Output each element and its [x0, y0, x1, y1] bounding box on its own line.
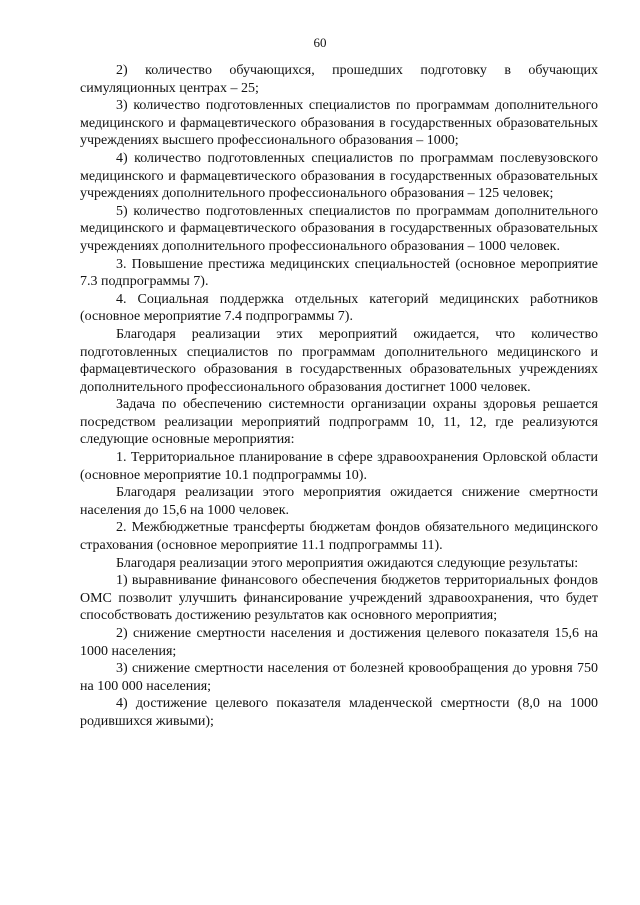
- paragraph-higher-education-specialists: 3) количество подготовленных специалистов по программам дополнительного медицинского и фармацевтического образования в государственных образовательных учреждениях высшего профессионального образования – 1000;: [80, 98, 598, 149]
- document-body: [80, 62, 598, 731]
- paragraph-territorial-planning: 1. Территориальное планирование в сфере здравоохранения Орловской области (основное мероприятие 10.1 подпрограммы 10).: [80, 450, 598, 483]
- paragraph-expected-mortality-reduction: Благодаря реализации этого мероприятия ожидается снижение смертности населения до 15,6 на 1000 человек.: [80, 485, 598, 518]
- paragraph-result-financing: 1) выравнивание финансового обеспечения бюджетов территориальных фондов ОМС позволит улучшить финансирование учреждений здравоохранения, что будет способствовать достижению результатов как основного мероприятия;: [80, 573, 598, 624]
- paragraph-result-mortality: 2) снижение смертности населения и достижения целевого показателя 15,6 на 1000 населения;: [80, 626, 598, 659]
- paragraph-systemic-task: Задача по обеспечению системности организации охраны здоровья решается посредством реализации мероприятий подпрограмм 10, 11, 12, где реализуются следующие основные мероприятия:: [80, 397, 598, 448]
- page-number: 60: [313, 35, 327, 50]
- paragraph-expected-result-training: Благодаря реализации этих мероприятий ожидается, что количество подготовленных специалистов по программам дополнительного медицинского и фармацевтического образования в государственных образовательных учреждениях дополнительного профессионального образования достигнет 1000 человек.: [80, 326, 598, 395]
- paragraph-result-infant-mortality: 4) достижение целевого показателя младенческой смертности (8,0 на 1000 родившихся живыми);: [80, 696, 598, 729]
- paragraph-result-circulatory-mortality: 3) снижение смертности населения от болезней кровообращения до уровня 750 на 100 000 населения;: [80, 661, 598, 694]
- paragraph-additional-education-specialists: 5) количество подготовленных специалистов по программам дополнительного медицинского и фармацевтического образования в государственных образовательных учреждениях дополнительного профессионального образования – 1000 человек.: [80, 203, 598, 254]
- paragraph-interbudget-transfers: 2. Межбюджетные трансферты бюджетам фондов обязательного медицинского страхования (основное мероприятие 11.1 подпрограммы 11).: [80, 520, 598, 554]
- paragraph-prestige-measure: 3. Повышение престижа медицинских специальностей (основное мероприятие 7.3 подпрограммы 7).: [80, 256, 598, 290]
- paragraph-postgraduate-specialists: 4) количество подготовленных специалистов по программам послевузовского медицинского и фармацевтического образования в государственных образовательных учреждениях дополнительного профессионального образования – 125 человек;: [80, 150, 598, 202]
- paragraph-simulation-centers: 2) количество обучающихся, прошедших подготовку в обучающих симуляционных центрах – 25;: [80, 63, 598, 96]
- paragraph-expected-results-intro: Благодаря реализации этого мероприятия ожидаются следующие результаты:: [116, 555, 579, 571]
- paragraph-social-support-measure: 4. Социальная поддержка отдельных категорий медицинских работников (основное мероприятие 7.4 подпрограммы 7).: [80, 291, 598, 325]
